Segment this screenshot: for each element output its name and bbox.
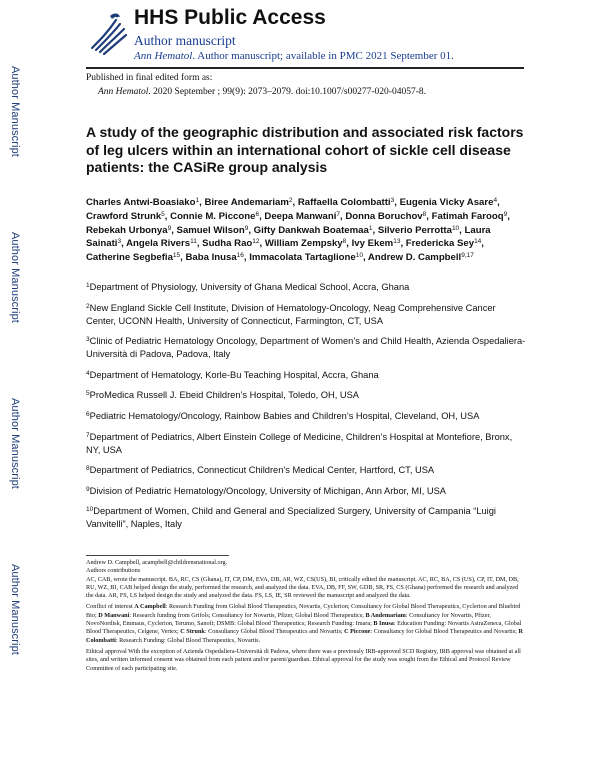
author-name-text: Eugenia Vicky Asare	[399, 197, 494, 208]
affiliation-text: Department of Physiology, University of Ghana Medical School, Accra, Ghana	[89, 282, 410, 292]
author-affiliation-number: 3	[390, 197, 395, 204]
author-name-text: Deepa Manwani	[264, 210, 337, 222]
footnote-divider	[86, 555, 229, 556]
author-name	[352, 238, 401, 249]
coi-text: : Research Funding from Global Blood Therapeutics, Novartis, Cyclerion; Consultancy for Global Blood Therapeutics, Cyclerion and Bluebird Bio;	[86, 603, 521, 619]
author-name-text: Crawford Strunk	[86, 210, 162, 222]
affiliation-text: New England Sickle Cell Institute, Division of Hematology-Oncology, Neag Comprehensive Cancer Center, UCONN Health, University of Connecticut, Farmington, CT, USA	[86, 302, 496, 326]
affiliation-text: Division of Pediatric Hematology/Oncology, University of Michigan, Ann Arbor, MI, USA	[89, 485, 446, 496]
author-name	[406, 238, 482, 249]
author-name-text: Gifty Dankwah Boatemaa	[253, 224, 369, 236]
author-affiliation-number: 1	[368, 224, 373, 232]
affiliation-item	[86, 431, 526, 457]
author-name	[185, 252, 243, 263]
journal-name: Ann Hematol	[134, 50, 193, 62]
author-name	[432, 211, 508, 222]
hhs-public-access-title: HHS Public Access	[134, 6, 326, 29]
author-affiliation-number: 9	[167, 224, 172, 232]
contributions-heading: Authors contributions	[86, 567, 141, 575]
author-affiliation-number: 7	[336, 210, 341, 218]
author-name	[249, 252, 363, 263]
affiliation-number: 3	[86, 336, 90, 344]
citation	[86, 85, 426, 99]
author-name	[170, 211, 259, 222]
affiliation-number: 7	[86, 431, 90, 439]
author-affiliation-number: 4	[493, 197, 498, 204]
affiliation-item	[86, 505, 526, 531]
author-affiliation-number: 2	[288, 197, 293, 204]
citation-details: . 2020 September ; 99(9): 2073–2079. doi:10.1007/s00277-020-04057-8.	[148, 87, 426, 97]
author-name-text: Biree Andemariam	[204, 197, 289, 208]
author-name	[177, 225, 249, 236]
affiliation-item	[86, 369, 526, 382]
author-list: Charles Antwi-Boasiako$^1$, Biree Andemariam$^2$, Raffaella Colombatti$^3$, Eugenia Vicky Asare$^4$, Crawford Strunk$^5$, Connie M. Piccone$^6$, Deepa Manwani$^7$, Donna Boruchov$^8$, Fatimah Farooq$^9$, Rebekah Urbonya$^9$, Samuel Wilson$^9$, Gifty Dankwah Boatemaa$^1$, Silverio Perrotta$^{10}$, Laura Sainati$^3$, Angela Rivers$^{11}$, Sudha Rao$^{12}$, William Zempsky$^8$, Ivy Ekem$^{13}$, Fredericka Sey$^{14}$, Catherine Segbefia$^{15}$, Baba Inusa$^{16}$, Immacolata Tartaglione$^{10}$, Andrew D. Campbell$^{9,17}$	[86, 197, 510, 264]
author-name-text: Donna Boruchov	[345, 210, 423, 222]
coi-text: Conflict of interest	[86, 603, 135, 611]
side-label-3: Author Manuscript	[9, 398, 21, 489]
availability-text: . Author manuscript; available in PMC 2021 September 01.	[192, 50, 454, 62]
affiliation-list	[86, 281, 526, 539]
affiliation-text: Department of Pediatrics, Connecticut Children’s Medical Center, Hartford, CT, USA	[89, 465, 435, 476]
author-name-text: Rebekah Urbonya	[86, 224, 168, 236]
coi-person: D Manwani	[98, 611, 130, 619]
affiliation-item	[86, 302, 526, 328]
author-name	[368, 252, 474, 263]
author-name	[86, 197, 199, 208]
affiliation-text: ProMedica Russell J. Ebeid Children’s Hospital, Toledo, OH, USA	[89, 390, 360, 401]
citation-journal: Ann Hematol	[98, 87, 149, 97]
author-affiliation-number: 13	[393, 238, 401, 246]
coi-person: C Piccone	[344, 628, 371, 636]
author-affiliation-number: 10	[355, 252, 363, 260]
author-name-text: Samuel Wilson	[176, 224, 245, 236]
coi-person: B Andemariam	[365, 611, 406, 619]
author-name-text: Sudha Rao	[202, 238, 253, 250]
affiliation-text: Pediatric Hematology/Oncology, Rainbow Babies and Children’s Hospital, Cleveland, OH, USA	[89, 410, 480, 421]
affiliation-text: Department of Hematology, Korle-Bu Teaching Hospital, Accra, Ghana	[89, 369, 379, 380]
author-affiliation-number: 11	[190, 238, 197, 246]
coi-text: : Consultancy Global Blood Therapeutics and Novartis;	[204, 628, 345, 636]
coi-person: A Campbell	[134, 603, 166, 611]
author-name	[202, 238, 259, 249]
author-name	[298, 197, 394, 208]
author-affiliation-number: 14	[474, 238, 482, 246]
affiliation-number: 8	[86, 465, 90, 473]
article-title: A study of the geographic distribution and associated risk factors of leg ulcers within an international cohort of sickle cell disease patients: the CASiRe group analysis	[86, 124, 524, 175]
author-affiliation-number: 5	[161, 210, 165, 218]
author-affiliation-number: 6	[255, 210, 260, 218]
affiliation-item	[86, 389, 526, 402]
affiliation-number: 6	[86, 410, 90, 418]
coi-text: : Consultancy for Novartis, Pfizer, NovoNordisk, Emmaus, Cyclerion, Terumo, Sanofi; DSMB: Global Blood Therapeutics; Research Funding: Imara;	[86, 611, 491, 628]
author-affiliation-number: 16	[236, 252, 244, 260]
affiliation-item	[86, 485, 526, 498]
coi-text: : Research Funding: Global Blood Therapeutics, Novartis.	[115, 636, 261, 644]
hhs-eagle-logo-icon	[86, 10, 132, 56]
author-affiliation-number: 10	[451, 224, 460, 232]
author-affiliation-number: 9	[244, 224, 249, 232]
published-in-label: Published in final edited form as:	[86, 73, 213, 83]
conflict-of-interest	[86, 603, 526, 644]
affiliation-item	[86, 335, 526, 361]
author-name-text: Silverio Perrotta	[377, 224, 452, 236]
author-name	[254, 225, 373, 236]
author-affiliation-number: 15	[172, 252, 181, 260]
author-name-text: Laura Sainati	[86, 224, 491, 250]
corresponding-author: Andrew D. Campbell, acampbell@childrensnational.org.	[86, 559, 228, 566]
header-divider	[86, 67, 524, 69]
author-name-text: Connie M. Piccone	[170, 210, 256, 222]
author-name-text: William Zempsky	[264, 238, 343, 250]
affiliation-text: Clinic of Pediatric Hematology Oncology, Department of Women’s and Child Health, Azienda Ospedaliera-Università di Padova, Padova, Italy	[86, 336, 526, 360]
author-affiliation-number: 8	[422, 210, 427, 218]
affiliation-number: 10	[86, 506, 94, 514]
affiliation-text: Department of Women, Child and General and Specialized Surgery, University of Campania “Luigi Vanvitelli”, Naples, Italy	[86, 506, 496, 530]
author-name	[86, 225, 171, 236]
publication-info	[86, 71, 426, 99]
author-name	[204, 197, 292, 208]
author-name-text: Immacolata Tartaglione	[249, 252, 356, 264]
author-name	[126, 238, 197, 249]
author-name-text: Fredericka Sey	[405, 238, 475, 250]
coi-text: : Education Funding: Novartis AstraZeneca, Global Blood Therapeutics, Celgene, Vertex;	[86, 620, 522, 636]
author-name	[400, 197, 497, 208]
author-name-text: Angela Rivers	[126, 238, 191, 250]
author-affiliation-number: 1	[195, 197, 200, 204]
affiliation-item	[86, 410, 526, 423]
coi-person: R Colombatti	[86, 628, 523, 644]
coi-text: : Consultancy for Global Blood Therapeutics and Novartis;	[370, 628, 519, 636]
affiliation-number: 5	[86, 390, 90, 398]
author-name	[86, 211, 165, 222]
coi-person: B Inusa	[373, 620, 394, 628]
footnotes	[86, 559, 526, 673]
affiliation-item	[86, 464, 526, 477]
author-affiliation-number: 12	[252, 238, 260, 246]
affiliation-number: 4	[86, 369, 90, 377]
author-name-text: Ivy Ekem	[351, 238, 394, 250]
author-affiliation-number: 9,17	[461, 252, 474, 260]
affiliation-item	[86, 281, 526, 294]
author-name	[264, 211, 340, 222]
author-name-text: Charles Antwi-Boasiako	[86, 197, 196, 208]
side-label-1: Author Manuscript	[9, 66, 21, 157]
author-name-text: Baba Inusa	[185, 252, 237, 264]
author-affiliation-number: 3	[117, 238, 122, 246]
author-name	[345, 211, 426, 222]
affiliation-number: 9	[86, 485, 90, 493]
journal-availability	[134, 50, 454, 62]
affiliation-number: 2	[86, 302, 90, 310]
author-name	[265, 238, 346, 249]
coi-text: : Research funding from Grifols; Consultancy for Novartis, Pfizer, Global Blood Therapeutics;	[129, 611, 366, 619]
side-label-2: Author Manuscript	[9, 232, 21, 323]
affiliation-number: 1	[86, 282, 90, 289]
coi-person: C Strunk	[180, 628, 205, 636]
author-name	[378, 225, 459, 236]
author-affiliation-number: 8	[342, 238, 347, 246]
author-affiliation-number: 9	[503, 210, 508, 218]
affiliation-text: Department of Pediatrics, Albert Einstein College of Medicine, Children’s Hospital at Montefiore, Bronx, NY, USA	[86, 431, 513, 455]
author-manuscript-label: Author manuscript	[134, 33, 236, 48]
side-label-4: Author Manuscript	[9, 564, 21, 655]
author-name-text: Fatimah Farooq	[431, 210, 504, 222]
author-name-text: Raffaella Colombatti	[297, 197, 391, 208]
author-name-text: Catherine Segbefia	[86, 252, 173, 264]
author-name	[86, 252, 180, 263]
ethical-approval: Ethical approval With the exception of Azienda Ospedaliera-Università di Padova, where there was a previously IRB-approved SCD Registry, IRB approval was obtained at all sites, and written informed consent was obtained from each patient and/or parent/guardian. Ethical approval for the study was sought from the Ethical and Protocol Review Committee of each participating site.	[86, 647, 521, 672]
contributions-text: AC, CAB, wrote the manuscript. BA, RC, CS (Ghana), IT, CP, DM, EVA, DB, AR, WZ, CS(US), BI, critically edited the manuscript. AC, RC, BA, CS (US), CP, IT, DM, DB, RU, WZ, BI, CAB helped design the study, performed the research, and analyzed the data. EVA, DB, FF, SW, GDB, SR, FS, CS (Ghana) performed the research and analyzed the data. AR, FS, LS helped design the study and analyzed the data. FS, LS, IE, SR reviewed the manuscript and analyzed the data.	[86, 575, 519, 600]
author-name-text: Andrew D. Campbell	[367, 252, 462, 264]
